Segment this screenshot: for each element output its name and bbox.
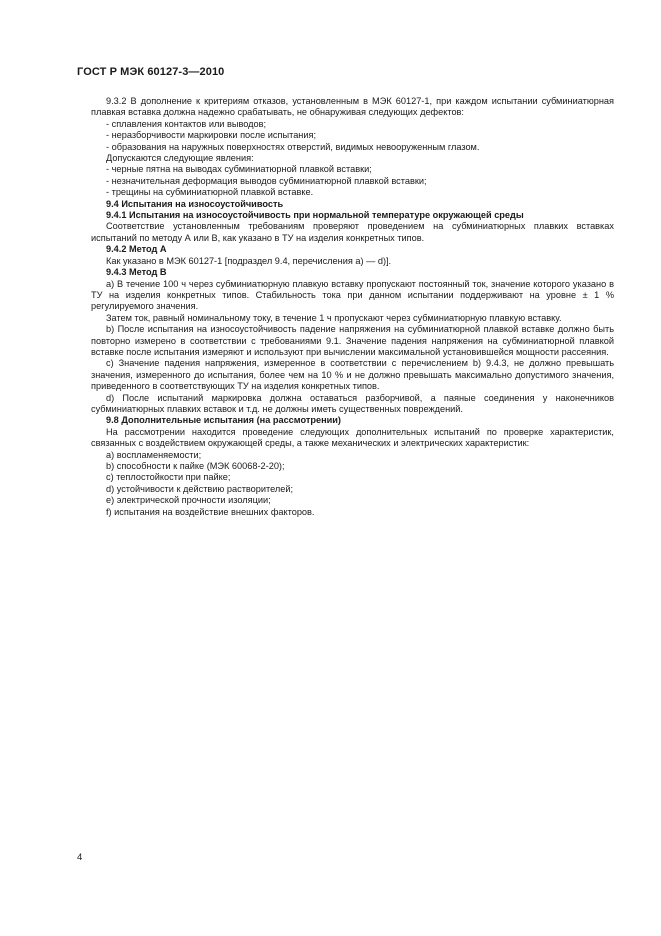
paragraph: На рассмотрении находится проведение следующих дополнительных испытаний по проверке характеристик, связанных с воздействием окружающей среды, а также механических и электрических характеристик: — [91, 426, 614, 449]
paragraph: c) Значение падения напряжения, измеренное в соответствии с перечислением b) 9.4.3, не должно превышать значения, измеренного до испытания, более чем на 10 % и не должно превышать максимально допустимого значения, приведенного в соответствующих ТУ на изделия конкретных типов. — [91, 358, 614, 392]
section-heading-9-4-2: 9.4.2 Метод А — [106, 244, 167, 255]
list-item: a) воспламеняемости; — [106, 449, 202, 460]
document-body — [91, 96, 614, 518]
list-item: - сплавления контактов или выводов; — [106, 118, 267, 129]
page-header-title: ГОСТ Р МЭК 60127-3—2010 — [77, 66, 225, 78]
section-heading-9-4-3: 9.4.3 Метод В — [106, 267, 167, 278]
section-heading-9-4-1: 9.4.1 Испытания на износоустойчивость при нормальной температуре окружающей среды — [106, 210, 524, 221]
paragraph: Затем ток, равный номинальному току, в течение 1 ч пропускают через субминиатюрную плавкую вставку. — [106, 312, 562, 323]
paragraph: Как указано в МЭК 60127-1 [подраздел 9.4, перечисления а) — d)]. — [106, 255, 392, 266]
list-item: f) испытания на воздействие внешних факторов. — [106, 506, 315, 517]
page-number: 4 — [77, 852, 83, 863]
paragraph: a) В течение 100 ч через субминиатюрную плавкую вставку пропускают постоянный ток, значение которого указано в ТУ на изделия конкретных типов. Стабильность тока при данном испытании поддерживают на уровне ± 1 % регулируемого значения. — [91, 278, 614, 312]
list-item: - неразборчивости маркировки после испытания; — [106, 130, 317, 141]
paragraph: d) После испытаний маркировка должна оставаться разборчивой, а паяные соединения у наконечников субминиатюрных плавких вставок и т.д. не должны иметь существенных повреждений. — [91, 392, 614, 414]
section-heading-9-4: 9.4 Испытания на износоустойчивость — [106, 198, 284, 209]
list-item: - незначительная деформация выводов субминиатюрной плавкой вставки; — [106, 175, 427, 186]
list-item: e) электрической прочности изоляции; — [106, 495, 271, 506]
list-item: c) теплостойкости при пайке; — [106, 472, 231, 483]
list-item: d) устойчивости к действию растворителей; — [106, 483, 294, 494]
paragraph: b) После испытания на износоустойчивость падение напряжения на субминиатюрной плавкой вставке должно быть повторно измерено в соответствии с требованиями 9.1. Значение падения напряжения на субминиатюрной плавкой вставке после испытания измеряют и используют при вычислении максимальной установившейся мощности рассеяния. — [91, 324, 614, 357]
section-heading-9-8: 9.8 Дополнительные испытания (на рассмотрении) — [106, 415, 341, 426]
list-item: b) способности к пайке (МЭК 60068-2-20); — [106, 461, 285, 471]
paragraph: Допускаются следующие явления: — [106, 153, 254, 164]
list-item: - черные пятна на выводах субминиатюрной плавкой вставки; — [106, 164, 372, 175]
list-item: - образования на наружных поверхностях отверстий, видимых невооруженным глазом. — [106, 141, 480, 152]
paragraph: Соответствие установленным требованиям проверяют проведением на субминиатюрных плавких вставках испытаний по методу А или В, как указано в ТУ на изделия конкретных типов. — [91, 221, 614, 243]
paragraph-9-3-2: 9.3.2 В дополнение к критериям отказов, установленным в МЭК 60127-1, при каждом испытании субминиатюрная плавкая вставка должна надежно срабатывать, не обнаруживая следующих дефектов: — [91, 96, 614, 118]
list-item: - трещины на субминиатюрной плавкой вставке. — [106, 187, 314, 198]
